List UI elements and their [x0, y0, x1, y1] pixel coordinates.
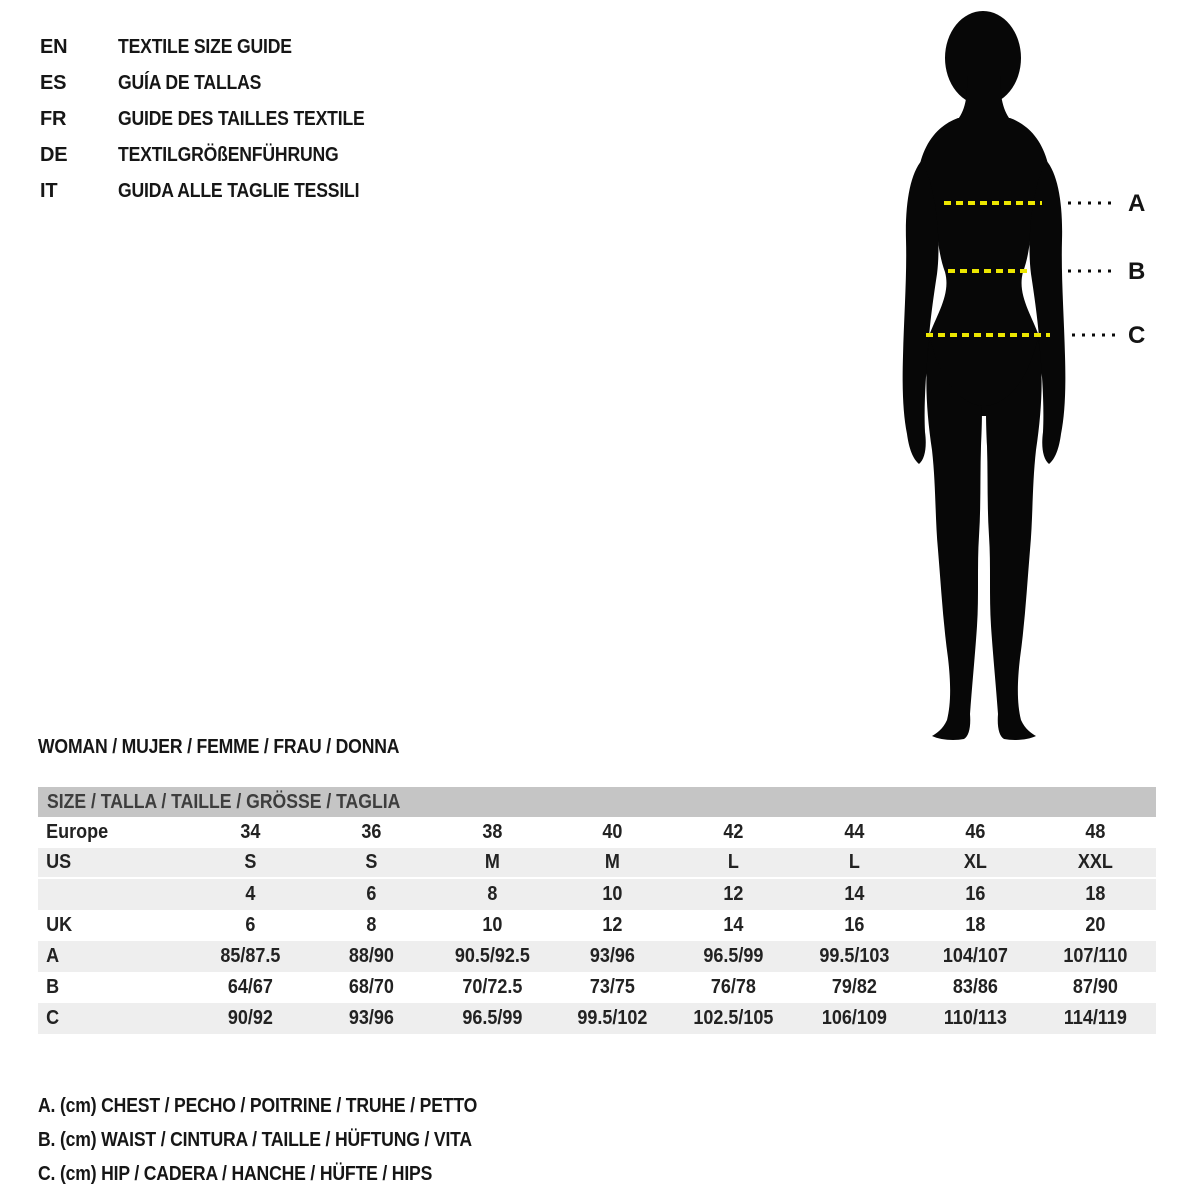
table-row-uk — [38, 910, 1156, 941]
size-cell: 107/110 — [1063, 945, 1128, 967]
marker-label-b: B — [1128, 258, 1146, 285]
legend-line-waist: B. (cm) WAIST / CINTURA / TAILLE / HÜFTUNG / VITA — [38, 1128, 472, 1151]
size-cell: 90/92 — [227, 1007, 273, 1029]
size-cell: 73/75 — [590, 976, 636, 998]
size-cell: 18 — [1085, 883, 1106, 905]
size-cell: 20 — [1085, 914, 1106, 936]
size-cell: 114/119 — [1064, 1007, 1128, 1029]
size-cell: 4 — [245, 883, 256, 905]
size-cell: 38 — [481, 821, 502, 843]
language-row-es — [40, 65, 398, 101]
table-row-us-letters — [38, 848, 1156, 879]
row-label: Europe — [46, 821, 109, 843]
size-cell: 34 — [240, 821, 261, 843]
size-cell: 40 — [602, 821, 623, 843]
row-label: UK — [46, 914, 73, 936]
size-cell: 44 — [844, 821, 865, 843]
gender-title: WOMAN / MUJER / FEMME / FRAU / DONNA — [38, 736, 400, 758]
language-code: FR — [40, 107, 67, 130]
size-cell: 8 — [366, 914, 377, 936]
size-cell: M — [605, 851, 621, 873]
size-guide-figure — [880, 8, 1200, 748]
language-label: TEXTILE SIZE GUIDE — [118, 35, 292, 58]
size-cell: 93/96 — [348, 1007, 394, 1029]
size-cell: S — [365, 851, 378, 873]
woman-silhouette — [903, 11, 1066, 740]
size-cell: 10 — [602, 883, 623, 905]
size-cell: 12 — [602, 914, 623, 936]
language-row-en — [40, 29, 398, 65]
size-cell: 12 — [723, 883, 744, 905]
row-label: US — [46, 851, 72, 873]
language-code: EN — [40, 35, 68, 58]
size-cell: 76/78 — [710, 976, 756, 998]
size-cell: M — [484, 851, 500, 873]
size-table — [38, 787, 1156, 1034]
size-cell: 6 — [245, 914, 256, 936]
size-cell: 99.5/103 — [819, 945, 890, 967]
size-cell: 93/96 — [590, 945, 636, 967]
size-cell: 42 — [723, 821, 744, 843]
size-cell: L — [727, 851, 739, 873]
language-code: ES — [40, 71, 67, 94]
row-label: A — [46, 945, 60, 967]
row-label — [38, 879, 175, 910]
table-row-us-numbers — [38, 879, 1156, 910]
language-row-fr — [40, 101, 398, 137]
size-cell: 16 — [964, 883, 985, 905]
language-row-de — [40, 137, 398, 173]
size-cell: 64/67 — [227, 976, 273, 998]
language-code: DE — [40, 143, 68, 166]
size-cell: XL — [963, 851, 987, 873]
marker-label-c: C — [1128, 322, 1146, 349]
size-cell: 85/87.5 — [220, 945, 281, 967]
size-cell: 83/86 — [952, 976, 998, 998]
size-cell: XXL — [1078, 851, 1114, 873]
size-cell: 102.5/105 — [693, 1007, 774, 1029]
table-row-hip-c — [38, 1003, 1156, 1034]
language-label: GUÍA DE TALLAS — [118, 71, 262, 94]
size-cell: 79/82 — [831, 976, 877, 998]
size-cell: 14 — [723, 914, 744, 936]
language-row-it — [40, 173, 398, 209]
size-cell: S — [244, 851, 257, 873]
size-cell: 14 — [844, 883, 865, 905]
table-header: SIZE / TALLA / TAILLE / GRÖSSE / TAGLIA — [38, 787, 1156, 817]
row-label: B — [46, 976, 60, 998]
table-row-chest-a — [38, 941, 1156, 972]
size-cell: 96.5/99 — [703, 945, 764, 967]
size-cell: 10 — [481, 914, 502, 936]
legend-line-chest: A. (cm) CHEST / PECHO / POITRINE / TRUHE / PETTO — [38, 1094, 478, 1117]
legend-line-hip: C. (cm) HIP / CADERA / HANCHE / HÜFTE / HIPS — [38, 1162, 433, 1185]
size-cell: 48 — [1085, 821, 1106, 843]
language-list — [40, 29, 398, 209]
size-cell: 46 — [964, 821, 985, 843]
size-cell: 110/113 — [943, 1007, 1007, 1029]
size-cell: 104/107 — [942, 945, 1008, 967]
language-code: IT — [40, 179, 58, 202]
table-row-waist-b — [38, 972, 1156, 1003]
size-cell: 6 — [366, 883, 377, 905]
measurement-legend — [38, 1089, 537, 1191]
size-cell: 36 — [361, 821, 382, 843]
row-label: C — [46, 1007, 60, 1029]
size-cell: 88/90 — [348, 945, 394, 967]
size-cell: 18 — [964, 914, 985, 936]
size-cell: 70/72.5 — [461, 976, 522, 998]
size-cell: 87/90 — [1073, 976, 1119, 998]
language-label: GUIDE DES TAILLES TEXTILE — [118, 107, 365, 130]
table-row-europe — [38, 817, 1156, 848]
size-cell: 68/70 — [348, 976, 394, 998]
size-cell: 16 — [844, 914, 865, 936]
size-cell: 96.5/99 — [461, 1007, 522, 1029]
size-cell: 99.5/102 — [577, 1007, 648, 1029]
size-cell: 106/109 — [821, 1007, 887, 1029]
language-label: TEXTILGRÖßENFÜHRUNG — [118, 143, 339, 166]
size-cell: 8 — [486, 883, 497, 905]
language-label: GUIDA ALLE TAGLIE TESSILI — [118, 179, 360, 202]
size-cell: L — [848, 851, 860, 873]
marker-label-a: A — [1128, 190, 1146, 217]
size-cell: 90.5/92.5 — [454, 945, 530, 967]
